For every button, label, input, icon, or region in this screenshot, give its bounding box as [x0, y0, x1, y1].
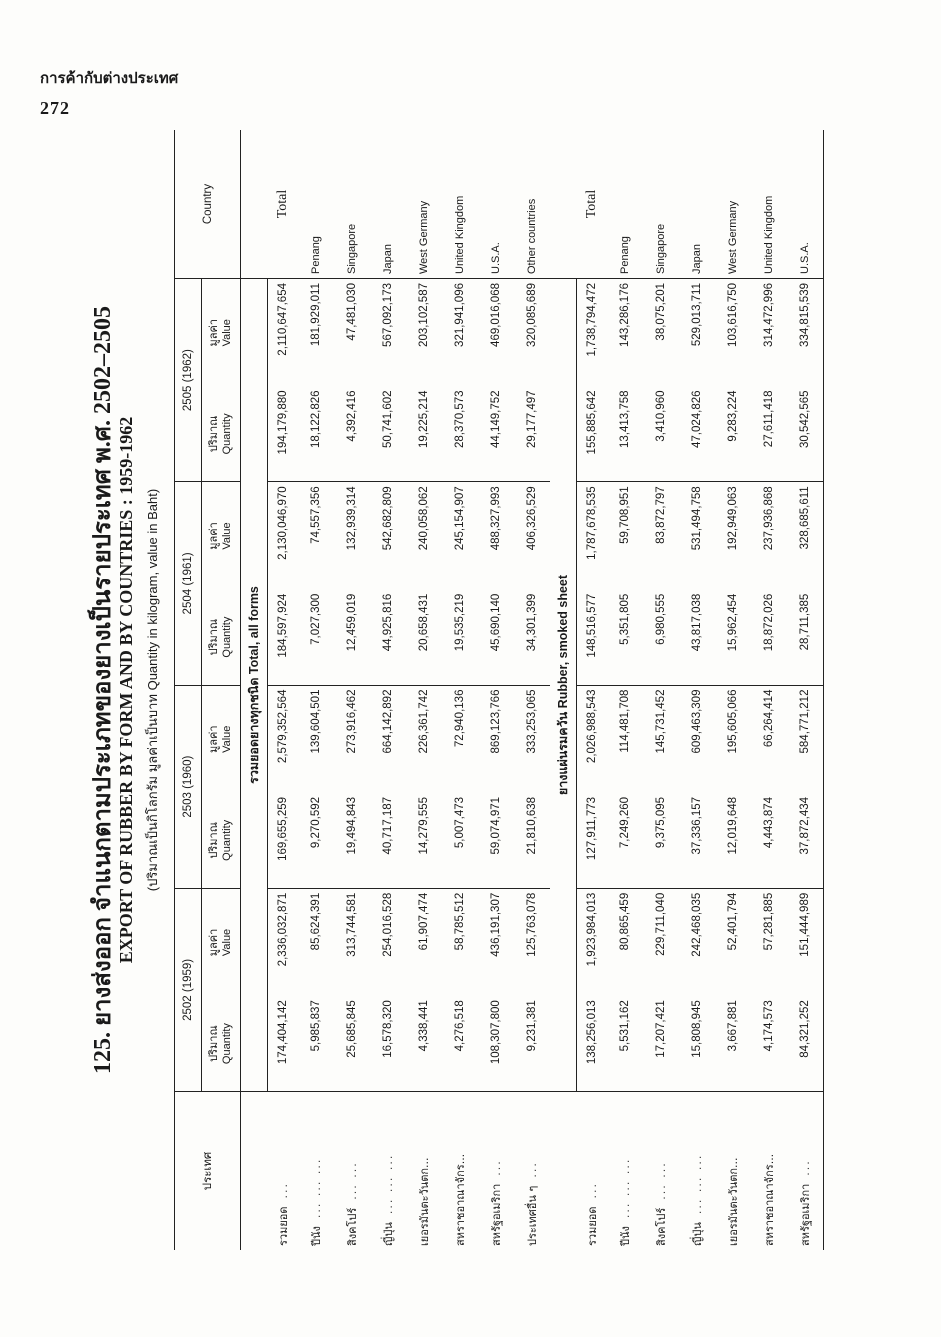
table-row [607, 130, 643, 1250]
table-title-english: EXPORT OF RUBBER BY FORM AND BY COUNTRIES : 1959-1962 [116, 416, 136, 964]
value-header [202, 888, 241, 996]
value-cell: 2,110,647,654 [268, 279, 299, 387]
quantity-cell: 3,667,881 [715, 996, 751, 1091]
value-cell: 254,016,528 [382, 892, 394, 957]
table-row [334, 130, 370, 1250]
qty-en-label: Quantity [221, 616, 233, 658]
qty-thai-label: ปริมาณ [208, 618, 220, 656]
country-en-cell: U.S.A. [478, 130, 514, 279]
country-en-cell: Other countries [514, 130, 550, 279]
leader-dots: ... ... [655, 1161, 668, 1200]
value-cell: 66,264,414 [763, 689, 775, 748]
value-header [202, 279, 241, 387]
value-cell: 203,102,587 [418, 283, 430, 347]
value-cell: 83,872,797 [655, 486, 667, 544]
quantity-cell: 17,207,421 [643, 996, 679, 1091]
country-en-cell: United Kingdom [442, 130, 478, 279]
value-cell: 869,123,766 [490, 689, 502, 754]
country-en-cell: Singapore [643, 130, 679, 279]
country-thai-name: สิงคโปร์ [346, 1207, 359, 1246]
country-en-cell: Total [268, 130, 299, 279]
value-cell: 132,939,314 [346, 486, 358, 551]
country-en-header: Country [175, 130, 241, 279]
country-thai-cell [577, 1092, 608, 1251]
quantity-cell: 184,597,924 [268, 590, 299, 685]
rotated-table-page [82, 130, 862, 1250]
section-heading-row [241, 130, 268, 1250]
val-thai-label: มูลค่า [208, 522, 220, 550]
value-cell: 74,557,356 [310, 486, 322, 544]
leader-dots: ... [276, 1181, 290, 1199]
country-thai-cell [406, 1092, 442, 1251]
value-cell: 406,326,529 [526, 486, 538, 551]
value-cell: 273,916,462 [346, 689, 358, 754]
country-thai-name: เยอรมันตะวันตก... [418, 1157, 431, 1246]
quantity-cell: 84,321,252 [787, 996, 824, 1091]
val-en-label: Value [221, 522, 233, 550]
quantity-cell: 7,027,300 [298, 590, 334, 685]
quantity-cell: 18,872,026 [751, 590, 787, 685]
section-label: การค้ากับต่างประเทศ [40, 71, 179, 87]
country-thai-cell [478, 1092, 514, 1251]
quantity-cell: 20,658,431 [406, 590, 442, 685]
value-cell: 584,771,212 [787, 685, 824, 793]
value-cell: 151,444,989 [787, 888, 824, 996]
value-header [202, 482, 241, 590]
value-cell: 72,940,136 [454, 689, 466, 748]
quantity-cell: 13,413,758 [607, 386, 643, 481]
quantity-cell: 29,177,497 [514, 386, 550, 481]
section-heading: รวมยอดยางทุกชนิด Total, all forms [247, 586, 261, 784]
value-cell: 181,929,011 [310, 283, 322, 347]
country-thai-cell [442, 1092, 478, 1251]
value-cell: 664,142,892 [382, 689, 394, 754]
value-cell: 143,286,176 [619, 283, 631, 347]
quantity-cell: 9,270,592 [298, 793, 334, 888]
quantity-cell: 5,351,805 [607, 590, 643, 685]
quantity-cell: 25,685,845 [334, 996, 370, 1091]
qty-thai-label: ปริมาณ [208, 822, 220, 859]
quantity-cell: 43,817,038 [679, 590, 715, 685]
value-cell: 609,463,309 [691, 689, 703, 754]
quantity-cell: 34,301,399 [514, 590, 550, 685]
val-en-label: Value [221, 319, 233, 347]
country-en-cell: United Kingdom [751, 130, 787, 279]
country-thai-header: ประเทศ [175, 1092, 241, 1251]
quantity-cell: 7,249,260 [607, 793, 643, 888]
val-thai-label: มูลค่า [208, 928, 220, 957]
quantity-cell: 5,531,162 [607, 996, 643, 1091]
quantity-cell: 14,279,555 [406, 793, 442, 888]
country-en-cell: Penang [298, 130, 334, 279]
total-row [268, 130, 299, 1250]
value-cell: 469,016,068 [490, 283, 502, 347]
quantity-header [202, 793, 241, 888]
table-row [298, 130, 334, 1250]
quantity-cell: 155,885,642 [577, 386, 608, 481]
value-cell: 145,731,452 [655, 689, 667, 754]
table-row [787, 130, 824, 1250]
table-row [442, 130, 478, 1250]
quantity-cell: 30,542,565 [787, 386, 824, 481]
rubber-export-table [174, 130, 824, 1250]
year-header-1962: 2505 (1962) [175, 279, 202, 482]
value-cell: 114,481,708 [619, 689, 631, 753]
country-en-cell: U.S.A. [787, 130, 824, 279]
qty-en-label: Quantity [221, 819, 233, 861]
quantity-cell: 194,179,880 [268, 386, 299, 481]
value-cell: 139,604,501 [310, 689, 322, 754]
qty-en-label: Quantity [221, 1023, 233, 1065]
value-cell: 436,191,307 [490, 892, 502, 957]
leader-dots: ... ... [346, 1161, 359, 1200]
country-en-cell: Japan [679, 130, 715, 279]
country-en-cell: Singapore [334, 130, 370, 279]
value-cell: 333,253,065 [526, 689, 538, 754]
val-thai-label: มูลค่า [208, 318, 220, 347]
value-cell: 58,785,512 [454, 892, 466, 951]
quantity-cell: 50,741,602 [370, 386, 406, 481]
value-cell: 52,401,794 [727, 892, 739, 951]
quantity-cell: 5,985,837 [298, 996, 334, 1091]
country-thai-name: เยอรมันตะวันตก... [727, 1157, 740, 1246]
value-cell: 2,026,988,543 [577, 685, 608, 793]
value-cell: 195,605,066 [727, 689, 739, 754]
value-cell: 321,941,096 [454, 283, 466, 347]
country-thai-name: รวมยอด [585, 1206, 599, 1246]
quantity-cell: 44,149,752 [478, 386, 514, 481]
country-thai-name: สิงคโปร์ [655, 1207, 668, 1246]
value-cell: 1,738,794,472 [577, 279, 608, 387]
quantity-cell: 28,370,573 [442, 386, 478, 481]
year-header-1959: 2502 (1959) [175, 888, 202, 1091]
table-row [751, 130, 787, 1250]
country-thai-cell [298, 1092, 334, 1251]
country-thai-cell [679, 1092, 715, 1251]
value-cell: 226,361,742 [418, 689, 430, 754]
quantity-cell: 40,717,187 [370, 793, 406, 888]
leader-dots: ... [490, 1159, 503, 1176]
section-heading: ยางแผ่นรมควัน Rubber, smoked sheet [556, 574, 570, 796]
value-cell: 567,092,173 [382, 283, 394, 347]
quantity-cell: 12,019,648 [715, 793, 751, 888]
table-row [478, 130, 514, 1250]
quantity-cell: 4,443,874 [751, 793, 787, 888]
country-thai-cell [607, 1092, 643, 1251]
value-cell: 59,708,951 [619, 486, 631, 544]
country-thai-name: สหราชอาณาจักร... [454, 1153, 467, 1246]
quantity-cell: 4,338,441 [406, 996, 442, 1091]
value-cell: 542,682,809 [382, 486, 394, 551]
country-en-cell: Total [577, 130, 608, 279]
country-thai-name: ปีนัง [310, 1226, 323, 1246]
quantity-cell: 28,711,385 [787, 590, 824, 685]
value-cell: 529,013,711 [691, 283, 703, 347]
quantity-cell: 174,404,142 [268, 996, 299, 1091]
value-cell: 2,579,352,564 [268, 685, 299, 793]
country-thai-name: รวมยอด [276, 1206, 290, 1246]
country-thai-cell [715, 1092, 751, 1251]
country-en-cell: Japan [370, 130, 406, 279]
val-en-label: Value [221, 928, 233, 957]
country-thai-name: ประเทศอื่น ๆ [526, 1185, 539, 1246]
value-cell: 488,327,993 [490, 486, 502, 551]
leader-dots: ... ... ... [310, 1157, 323, 1219]
quantity-cell: 12,459,019 [334, 590, 370, 685]
value-cell: 314,472,996 [763, 283, 775, 347]
quantity-cell: 37,872,434 [787, 793, 824, 888]
leader-dots: ... ... ... [691, 1153, 704, 1215]
quantity-cell: 138,256,013 [577, 996, 608, 1091]
value-cell: 47,481,030 [346, 283, 358, 341]
table-row [370, 130, 406, 1250]
value-cell: 328,685,611 [787, 482, 824, 590]
leader-dots: ... ... ... [619, 1157, 632, 1219]
quantity-cell: 19,535,219 [442, 590, 478, 685]
value-cell: 237,936,868 [763, 486, 775, 551]
country-thai-name: สหรัฐอเมริกา [490, 1183, 503, 1246]
quantity-cell: 4,276,518 [442, 996, 478, 1091]
leader-dots: ... [799, 1159, 812, 1176]
quantity-cell: 4,174,573 [751, 996, 787, 1091]
quantity-cell: 47,024,826 [679, 386, 715, 481]
quantity-cell: 9,283,224 [715, 386, 751, 481]
table-row [406, 130, 442, 1250]
qty-thai-label: ปริมาณ [208, 415, 220, 453]
country-thai-cell [643, 1092, 679, 1251]
quantity-cell: 18,122,826 [298, 386, 334, 481]
value-header [202, 685, 241, 793]
value-cell: 240,058,062 [418, 486, 430, 551]
section-heading-row [550, 130, 577, 1250]
quantity-cell: 27,611,418 [751, 386, 787, 481]
quantity-cell: 45,690,140 [478, 590, 514, 685]
quantity-cell: 16,578,320 [370, 996, 406, 1091]
table-row [679, 130, 715, 1250]
quantity-cell: 44,925,816 [370, 590, 406, 685]
value-cell: 531,494,758 [691, 486, 703, 551]
quantity-cell: 3,410,960 [643, 386, 679, 481]
quantity-cell: 19,494,843 [334, 793, 370, 888]
year-header-1961: 2504 (1961) [175, 482, 202, 685]
val-thai-label: มูลค่า [208, 725, 220, 754]
country-thai-name: สหรัฐอเมริกา [799, 1183, 812, 1246]
value-cell: 85,624,391 [310, 892, 322, 951]
quantity-cell: 108,307,800 [478, 996, 514, 1091]
leader-dots: ... [585, 1181, 599, 1199]
country-thai-name: ญี่ปุ่น [382, 1222, 395, 1246]
val-en-label: Value [221, 725, 233, 753]
table-units-note: (ปริมาณเป็นกิโลกรัม มูลค่าเป็นบาท Quantity in kilogram, value in Baht) [145, 488, 160, 892]
leader-dots: ... [526, 1161, 539, 1178]
value-cell: 245,154,907 [454, 486, 466, 551]
value-cell: 334,815,539 [787, 279, 824, 387]
value-cell: 313,744,581 [346, 892, 358, 957]
quantity-cell: 127,911,773 [577, 793, 608, 888]
table-row [715, 130, 751, 1250]
qty-thai-label: ปริมาณ [208, 1025, 220, 1062]
country-thai-name: ปีนัง [619, 1226, 632, 1246]
value-cell: 61,907,474 [418, 892, 430, 951]
quantity-cell: 5,007,473 [442, 793, 478, 888]
quantity-header [202, 386, 241, 481]
quantity-header [202, 590, 241, 685]
value-cell: 38,075,201 [655, 283, 667, 341]
country-thai-cell [268, 1092, 299, 1251]
value-cell: 2,130,046,970 [268, 482, 299, 590]
quantity-cell: 15,962,454 [715, 590, 751, 685]
quantity-cell: 148,516,577 [577, 590, 608, 685]
value-cell: 320,085,689 [526, 283, 538, 347]
value-cell: 125,763,078 [526, 892, 538, 957]
quantity-cell: 4,392,416 [334, 386, 370, 481]
value-cell: 80,865,459 [619, 892, 631, 951]
total-row [577, 130, 608, 1250]
country-thai-cell [514, 1092, 550, 1251]
country-thai-name: ญี่ปุ่น [691, 1222, 704, 1246]
leader-dots: ... ... ... [382, 1153, 395, 1215]
value-cell: 2,336,032,871 [268, 888, 299, 996]
quantity-header [202, 996, 241, 1091]
quantity-cell: 169,655,259 [268, 793, 299, 888]
quantity-cell: 9,231,381 [514, 996, 550, 1091]
page-number: 272 [40, 98, 70, 118]
qty-en-label: Quantity [221, 413, 233, 455]
country-thai-cell [370, 1092, 406, 1251]
value-cell: 1,787,678,535 [577, 482, 608, 590]
quantity-cell: 9,375,095 [643, 793, 679, 888]
country-thai-cell [751, 1092, 787, 1251]
value-cell: 1,923,984,013 [577, 888, 608, 996]
country-thai-cell [334, 1092, 370, 1251]
quantity-cell: 19,225,214 [406, 386, 442, 481]
value-cell: 57,281,885 [763, 892, 775, 951]
value-cell: 229,711,040 [655, 892, 667, 956]
quantity-cell: 6,980,555 [643, 590, 679, 685]
value-cell: 242,468,035 [691, 892, 703, 957]
table-row [514, 130, 550, 1250]
year-header-1960: 2503 (1960) [175, 685, 202, 888]
value-cell: 192,949,063 [727, 486, 739, 551]
quantity-cell: 15,808,945 [679, 996, 715, 1091]
country-en-cell: Penang [607, 130, 643, 279]
country-thai-name: สหราชอาณาจักร... [763, 1153, 776, 1246]
quantity-cell: 21,810,638 [514, 793, 550, 888]
country-en-cell: West Germany [406, 130, 442, 279]
table-title-thai: 125. ยางส่งออก จำแนกตามประเภทของยางเป็นรายประเทศ พ.ศ. 2502–2505 [90, 305, 116, 1075]
value-cell: 103,616,750 [727, 283, 739, 347]
country-thai-cell [787, 1092, 824, 1251]
table-row [643, 130, 679, 1250]
quantity-cell: 37,336,157 [679, 793, 715, 888]
country-en-cell: West Germany [715, 130, 751, 279]
quantity-cell: 59,074,971 [478, 793, 514, 888]
